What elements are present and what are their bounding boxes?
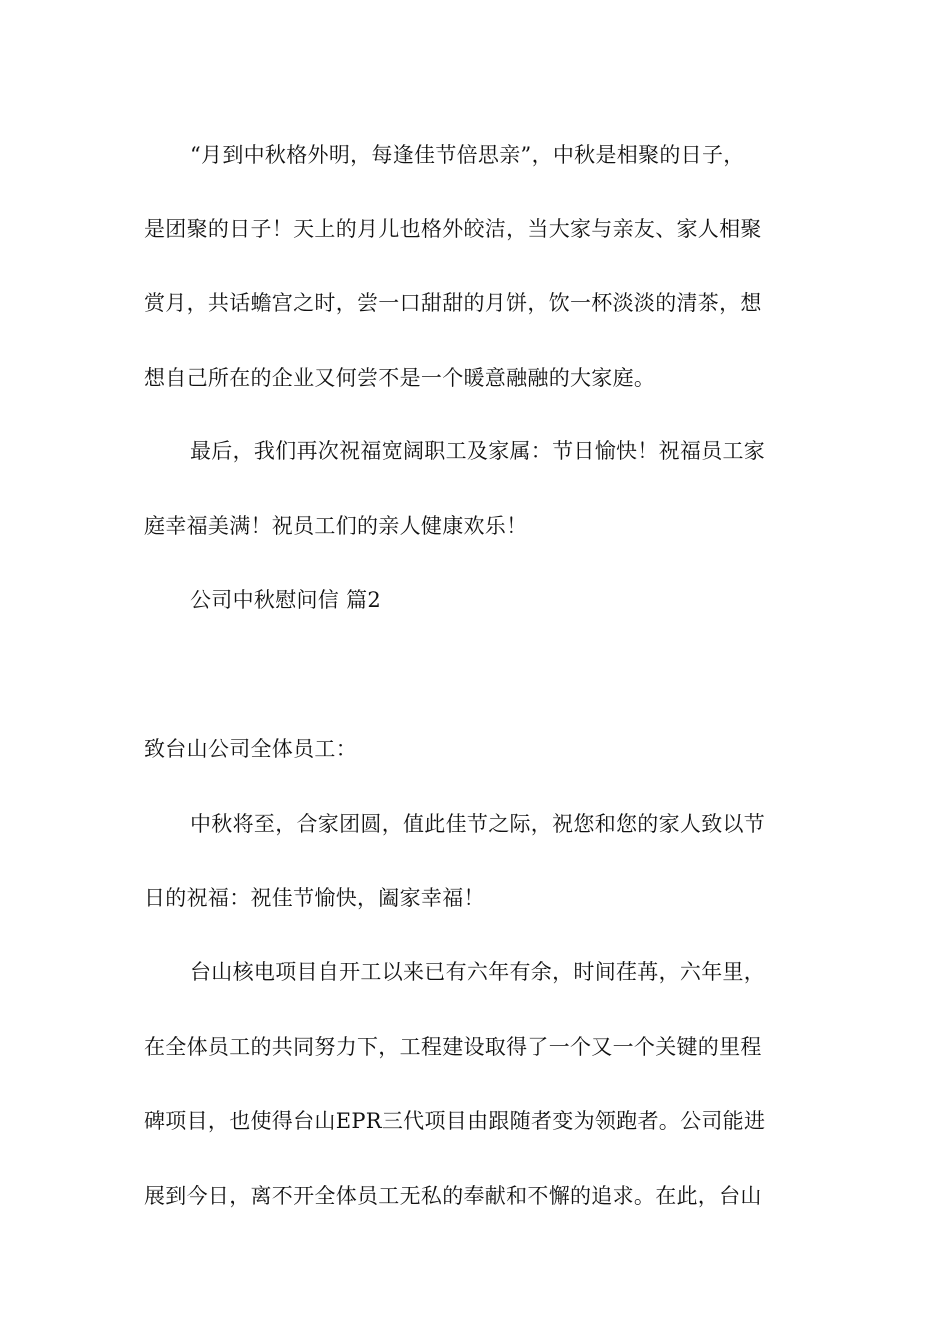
paragraph-line: 中秋将至，合家团圆，值此佳节之际，祝您和您的家人致以节 [190, 812, 766, 836]
paragraph-line: 是团聚的日子！天上的月儿也格外皎洁，当大家与亲友、家人相聚 [144, 217, 762, 241]
paragraph-line: 想自己所在的企业又何尝不是一个暖意融融的大家庭。 [144, 366, 656, 390]
paragraph-line: 日的祝福：祝佳节愉快，阖家幸福！ [144, 886, 485, 910]
paragraph-line: “月到中秋格外明，每逢佳节倍思亲”，中秋是相聚的日子， [190, 143, 745, 167]
paragraph-line: 展到今日，离不开全体员工无私的奉献和不懈的追求。在此，台山 [144, 1184, 762, 1208]
paragraph-line: 最后，我们再次祝福宽阔职工及家属：节日愉快！祝福员工家 [190, 439, 766, 463]
paragraph-line: 赏月，共话蟾宫之时，尝一口甜甜的月饼，饮一杯淡淡的清茶，想 [144, 291, 762, 315]
section-heading: 公司中秋慰问信 篇2 [190, 588, 382, 612]
paragraph-line: 台山核电项目自开工以来已有六年有余，时间荏苒，六年里， [190, 960, 766, 984]
paragraph-line: 庭幸福美满！祝员工们的亲人健康欢乐！ [144, 514, 528, 538]
salutation: 致台山公司全体员工： [144, 737, 357, 761]
paragraph-line: 在全体员工的共同努力下，工程建设取得了一个又一个关键的里程 [144, 1035, 762, 1059]
paragraph-line: 碑项目，也使得台山EPR三代项目由跟随者变为领跑者。公司能进 [144, 1109, 766, 1133]
